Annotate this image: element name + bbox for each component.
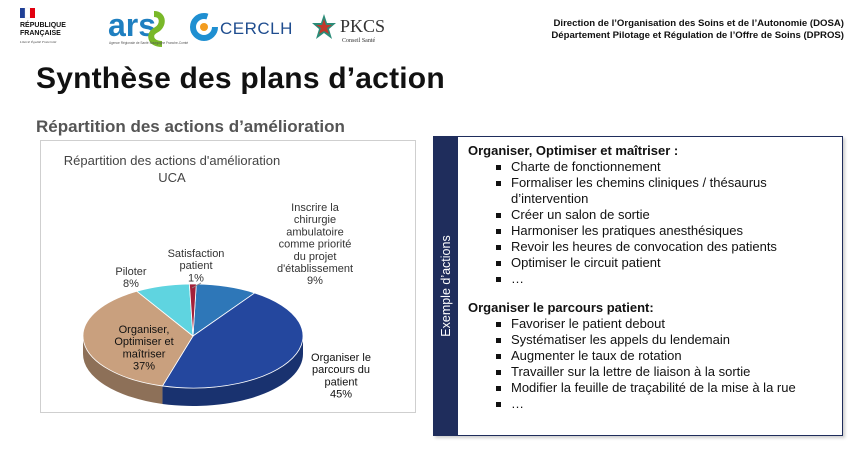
list-item: Modifier la feuille de traçabilité de la mise à la rue xyxy=(511,380,836,396)
list-organiser xyxy=(468,159,836,287)
chart-subtitle: UCA xyxy=(158,170,186,185)
list-item: Augmenter le taux de rotation xyxy=(511,348,836,364)
star-icon xyxy=(312,14,336,39)
list-item: … xyxy=(511,271,836,287)
section-subtitle: Répartition des actions d’amélioration xyxy=(36,117,345,136)
svg-text:Liberté Égalité Fraternité: Liberté Égalité Fraternité xyxy=(20,40,57,44)
cerclh-logo xyxy=(190,12,302,42)
list-item: Créer un salon de sortie xyxy=(511,207,836,223)
republique-francaise-logo xyxy=(20,8,82,52)
slice-label: Organiser, Optimiser et maîtriser 37% xyxy=(114,324,174,373)
pie-chart-panel xyxy=(40,140,416,413)
list-item: Travailler sur la lettre de liaison à la sortie xyxy=(511,364,836,380)
slice-label: Piloter 8% xyxy=(115,266,147,291)
actions-vertical-band xyxy=(434,137,458,435)
list-item: … xyxy=(511,396,836,412)
list-item: Harmoniser les pratiques anesthésiques xyxy=(511,223,836,239)
list-item: Formaliser les chemins cliniques / thésaurus d’intervention xyxy=(511,175,836,207)
svg-text:CERCLH: CERCLH xyxy=(220,19,293,38)
slice-label: Inscrire la chirurgie ambulatoire comme priorité du projet d'établissement 9% xyxy=(276,202,354,288)
section-title-organiser: Organiser, Optimiser et maîtriser : xyxy=(468,143,679,158)
page-title: Synthèse des plans d’action xyxy=(36,62,445,95)
section-title-parcours: Organiser le parcours patient: xyxy=(468,300,654,315)
svg-text:Conseil Santé: Conseil Santé xyxy=(342,38,376,44)
svg-text:ars: ars xyxy=(108,7,157,43)
org-line-2: Département Pilotage et Régulation de l’Offre de Soins (DPROS) xyxy=(551,30,844,41)
ars-logo xyxy=(108,7,189,52)
list-item: Optimiser le circuit patient xyxy=(511,255,836,271)
list-parcours xyxy=(468,316,836,412)
pie-chart xyxy=(41,141,415,412)
slice-label: Organiser le parcours du patient 45% xyxy=(311,352,371,401)
organization-header xyxy=(551,18,844,42)
org-line-1: Direction de l’Organisation des Soins et de l’Autonomie (DOSA) xyxy=(553,18,844,29)
pkcs-logo xyxy=(310,12,394,46)
chart-title: Répartition des actions d'amélioration xyxy=(63,153,281,168)
list-item: Favoriser le patient debout xyxy=(511,316,836,332)
actions-vertical-label: Exemple d’actions xyxy=(439,235,453,337)
svg-text:PKCS: PKCS xyxy=(340,16,386,36)
slice-label: Satisfaction patient 1% xyxy=(167,248,225,285)
actions-panel xyxy=(433,136,843,436)
svg-text:Agence Régionale de Santé Bour: Agence Régionale de Santé Bourgogne Franche-Comté xyxy=(109,41,189,45)
svg-text:RÉPUBLIQUE: RÉPUBLIQUE xyxy=(20,22,66,29)
list-item: Revoir les heures de convocation des patients xyxy=(511,239,836,255)
list-item: Charte de fonctionnement xyxy=(511,159,836,175)
svg-text:FRANÇAISE: FRANÇAISE xyxy=(20,30,61,37)
actions-body xyxy=(468,143,836,412)
list-item: Systématiser les appels du lendemain xyxy=(511,332,836,348)
